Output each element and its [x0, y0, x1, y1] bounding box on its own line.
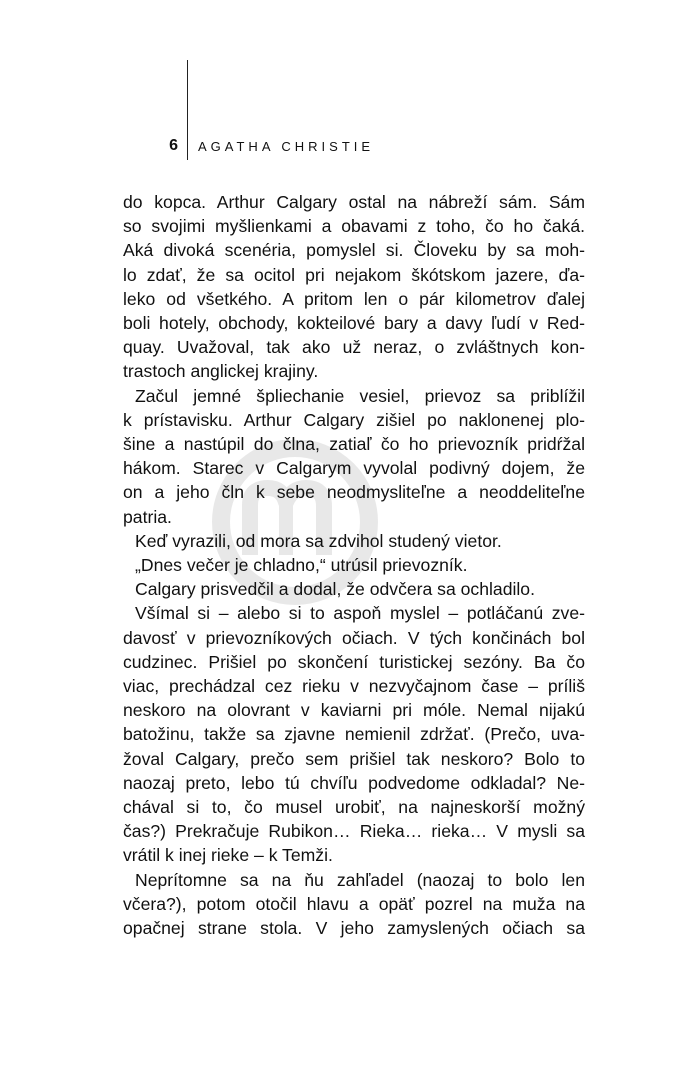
text-line: Všímal si – alebo si to aspoň myslel – potláčanú zve- — [135, 603, 585, 624]
text-line: naozaj preto, lebo tú chvíľu podvedome odkladal? Ne- — [123, 772, 585, 793]
text-line: batožinu, takže sa zjavne nemienil zdržať. (Prečo, uva- — [123, 724, 585, 745]
paragraph — [123, 868, 585, 941]
paragraph — [123, 384, 585, 529]
body-text — [123, 190, 585, 940]
text-line: šine a nastúpil do člna, zatiaľ čo ho prievozník pridŕžal — [123, 434, 585, 455]
text-line: Calgary prisvedčil a dodal, že odvčera sa ochladilo. — [135, 579, 535, 600]
text-line: davosť v prievozníkových očiach. V tých končinách bol — [123, 627, 585, 648]
text-line: leko od všetkého. A pritom len o pár kilometrov ďalej — [123, 288, 585, 309]
paragraph — [123, 529, 585, 553]
page-number: 6 — [169, 137, 178, 154]
text-line: Keď vyrazili, od mora sa zdvihol studený vietor. — [135, 530, 502, 551]
text-line: on a jeho čln k sebe neodmysliteľne a neoddeliteľne — [123, 482, 585, 503]
text-line: k prístavisku. Arthur Calgary zišiel po naklonenej plo- — [123, 409, 585, 430]
paragraph — [123, 577, 585, 601]
header-rule — [187, 60, 188, 160]
paragraph — [123, 553, 585, 577]
text-line: trastoch anglickej krajiny. — [123, 361, 319, 382]
text-line: žoval Calgary, prečo sem prišiel tak neskoro? Bolo to — [123, 748, 585, 769]
text-line: do kopca. Arthur Calgary ostal na nábreží sám. Sám — [123, 192, 585, 212]
text-line: „Dnes večer je chladno,“ utrúsil prievozník. — [135, 555, 468, 576]
text-line: Aká divoká scenéria, pomyslel si. Človeku by sa moh- — [123, 240, 585, 261]
text-line: viac, prechádzal cez rieku v nezvyčajnom čase – príliš — [123, 676, 585, 697]
text-line: Neprítomne sa na ňu zahľadel (naozaj to bolo len — [135, 869, 585, 890]
text-line: opačnej strane stola. V jeho zamyslených očiach sa — [123, 918, 585, 939]
text-line: čas?) Prekračuje Rubikon… Rieka… rieka… V mysli sa — [123, 821, 585, 842]
text-line: so svojimi myšlienkami a obavami z toho, čo ho čaká. — [123, 216, 585, 237]
text-line: cudzinec. Prišiel po skončení turistickej sezóny. Ba čo — [123, 651, 585, 672]
text-line: hákom. Starec v Calgarym vyvolal podivný dojem, že — [123, 458, 585, 479]
text-line: Začul jemné špliechanie vesiel, prievoz sa priblížil — [135, 385, 585, 406]
text-line: patria. — [123, 506, 172, 527]
text-line: lo zdať, že sa ocitol pri nejakom škótskom jazere, ďa- — [123, 264, 585, 285]
paragraph — [123, 601, 585, 867]
text-line: quay. Uvažoval, tak ako už neraz, o zvláštnych kon- — [123, 337, 585, 358]
text-line: chával si to, čo musel urobiť, na najneskorší možný — [123, 797, 585, 818]
text-line: boli hotely, obchody, kokteilové bary a davy ľudí v Red- — [123, 313, 585, 334]
paragraph — [123, 190, 585, 384]
text-line: vrátil k inej rieke – k Temži. — [123, 845, 333, 866]
text-line: včera?), potom otočil hlavu a opäť pozrel na muža na — [123, 893, 585, 914]
text-line: neskoro na olovrant v kaviarni pri móle. Nemal nijakú — [123, 700, 585, 721]
running-head: AGATHA CHRISTIE — [198, 139, 375, 154]
